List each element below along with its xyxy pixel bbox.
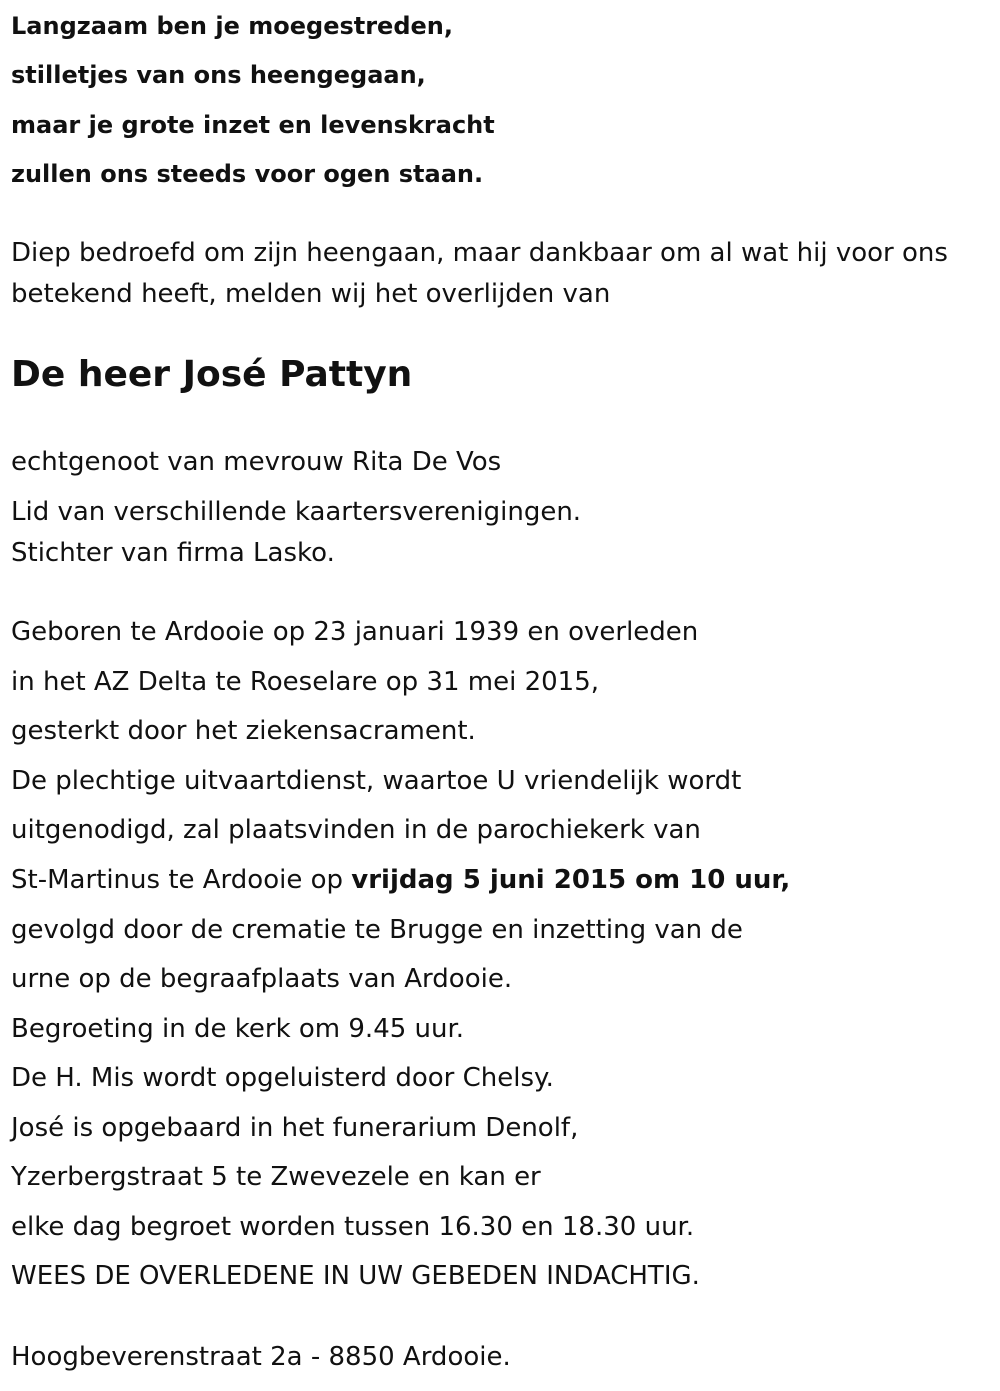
relation-line-3: Stichter van firma Lasko. xyxy=(11,538,335,568)
family-address: Hoogbeverenstraat 2a - 8850 Ardooie. xyxy=(11,1342,511,1372)
detail-line-12: Yzerbergstraat 5 te Zwevezele en kan er xyxy=(11,1162,541,1192)
detail-line-13: elke dag begroet worden tussen 16.30 en 18.30 uur. xyxy=(11,1212,695,1242)
detail-line-3: gesterkt door het ziekensacrament. xyxy=(11,716,476,746)
service-line xyxy=(11,864,790,896)
detail-line-1: Geboren te Ardooie op 23 januari 1939 en overleden xyxy=(11,617,699,647)
service-line-prefix: St-Martinus te Ardooie op xyxy=(11,865,352,895)
relation-line-1: echtgenoot van mevrouw Rita De Vos xyxy=(11,447,502,477)
detail-line-10: De H. Mis wordt opgeluisterd door Chelsy. xyxy=(11,1063,554,1093)
detail-line-8: urne op de begraafplaats van Ardooie. xyxy=(11,964,513,994)
detail-line-9: Begroeting in de kerk om 9.45 uur. xyxy=(11,1014,465,1044)
detail-line-14: WEES DE OVERLEDENE IN UW GEBEDEN INDACHTIG. xyxy=(11,1261,700,1291)
poem-line-1: Langzaam ben je moegestreden, xyxy=(11,12,453,40)
detail-line-7: gevolgd door de crematie te Brugge en inzetting van de xyxy=(11,915,743,945)
poem-line-4: zullen ons steeds voor ogen staan. xyxy=(11,160,484,188)
poem-line-3: maar je grote inzet en levenskracht xyxy=(11,111,495,139)
detail-line-4: De plechtige uitvaartdienst, waartoe U vriendelijk wordt xyxy=(11,766,742,796)
deceased-name: De heer José Pattyn xyxy=(11,354,413,395)
relation-line-2: Lid van verschillende kaartersverenigingen. xyxy=(11,497,582,527)
detail-line-5: uitgenodigd, zal plaatsvinden in de parochiekerk van xyxy=(11,815,701,845)
intro-line-1: Diep bedroefd om zijn heengaan, maar dankbaar om al wat hij voor ons xyxy=(11,238,948,268)
detail-line-11: José is opgebaard in het funerarium Denolf, xyxy=(11,1113,579,1143)
intro-line-2: betekend heeft, melden wij het overlijden van xyxy=(11,279,611,309)
poem-line-2: stilletjes van ons heengegaan, xyxy=(11,61,426,89)
detail-line-2: in het AZ Delta te Roeselare op 31 mei 2015, xyxy=(11,667,599,697)
service-date-time: vrijdag 5 juni 2015 om 10 uur, xyxy=(351,865,791,895)
